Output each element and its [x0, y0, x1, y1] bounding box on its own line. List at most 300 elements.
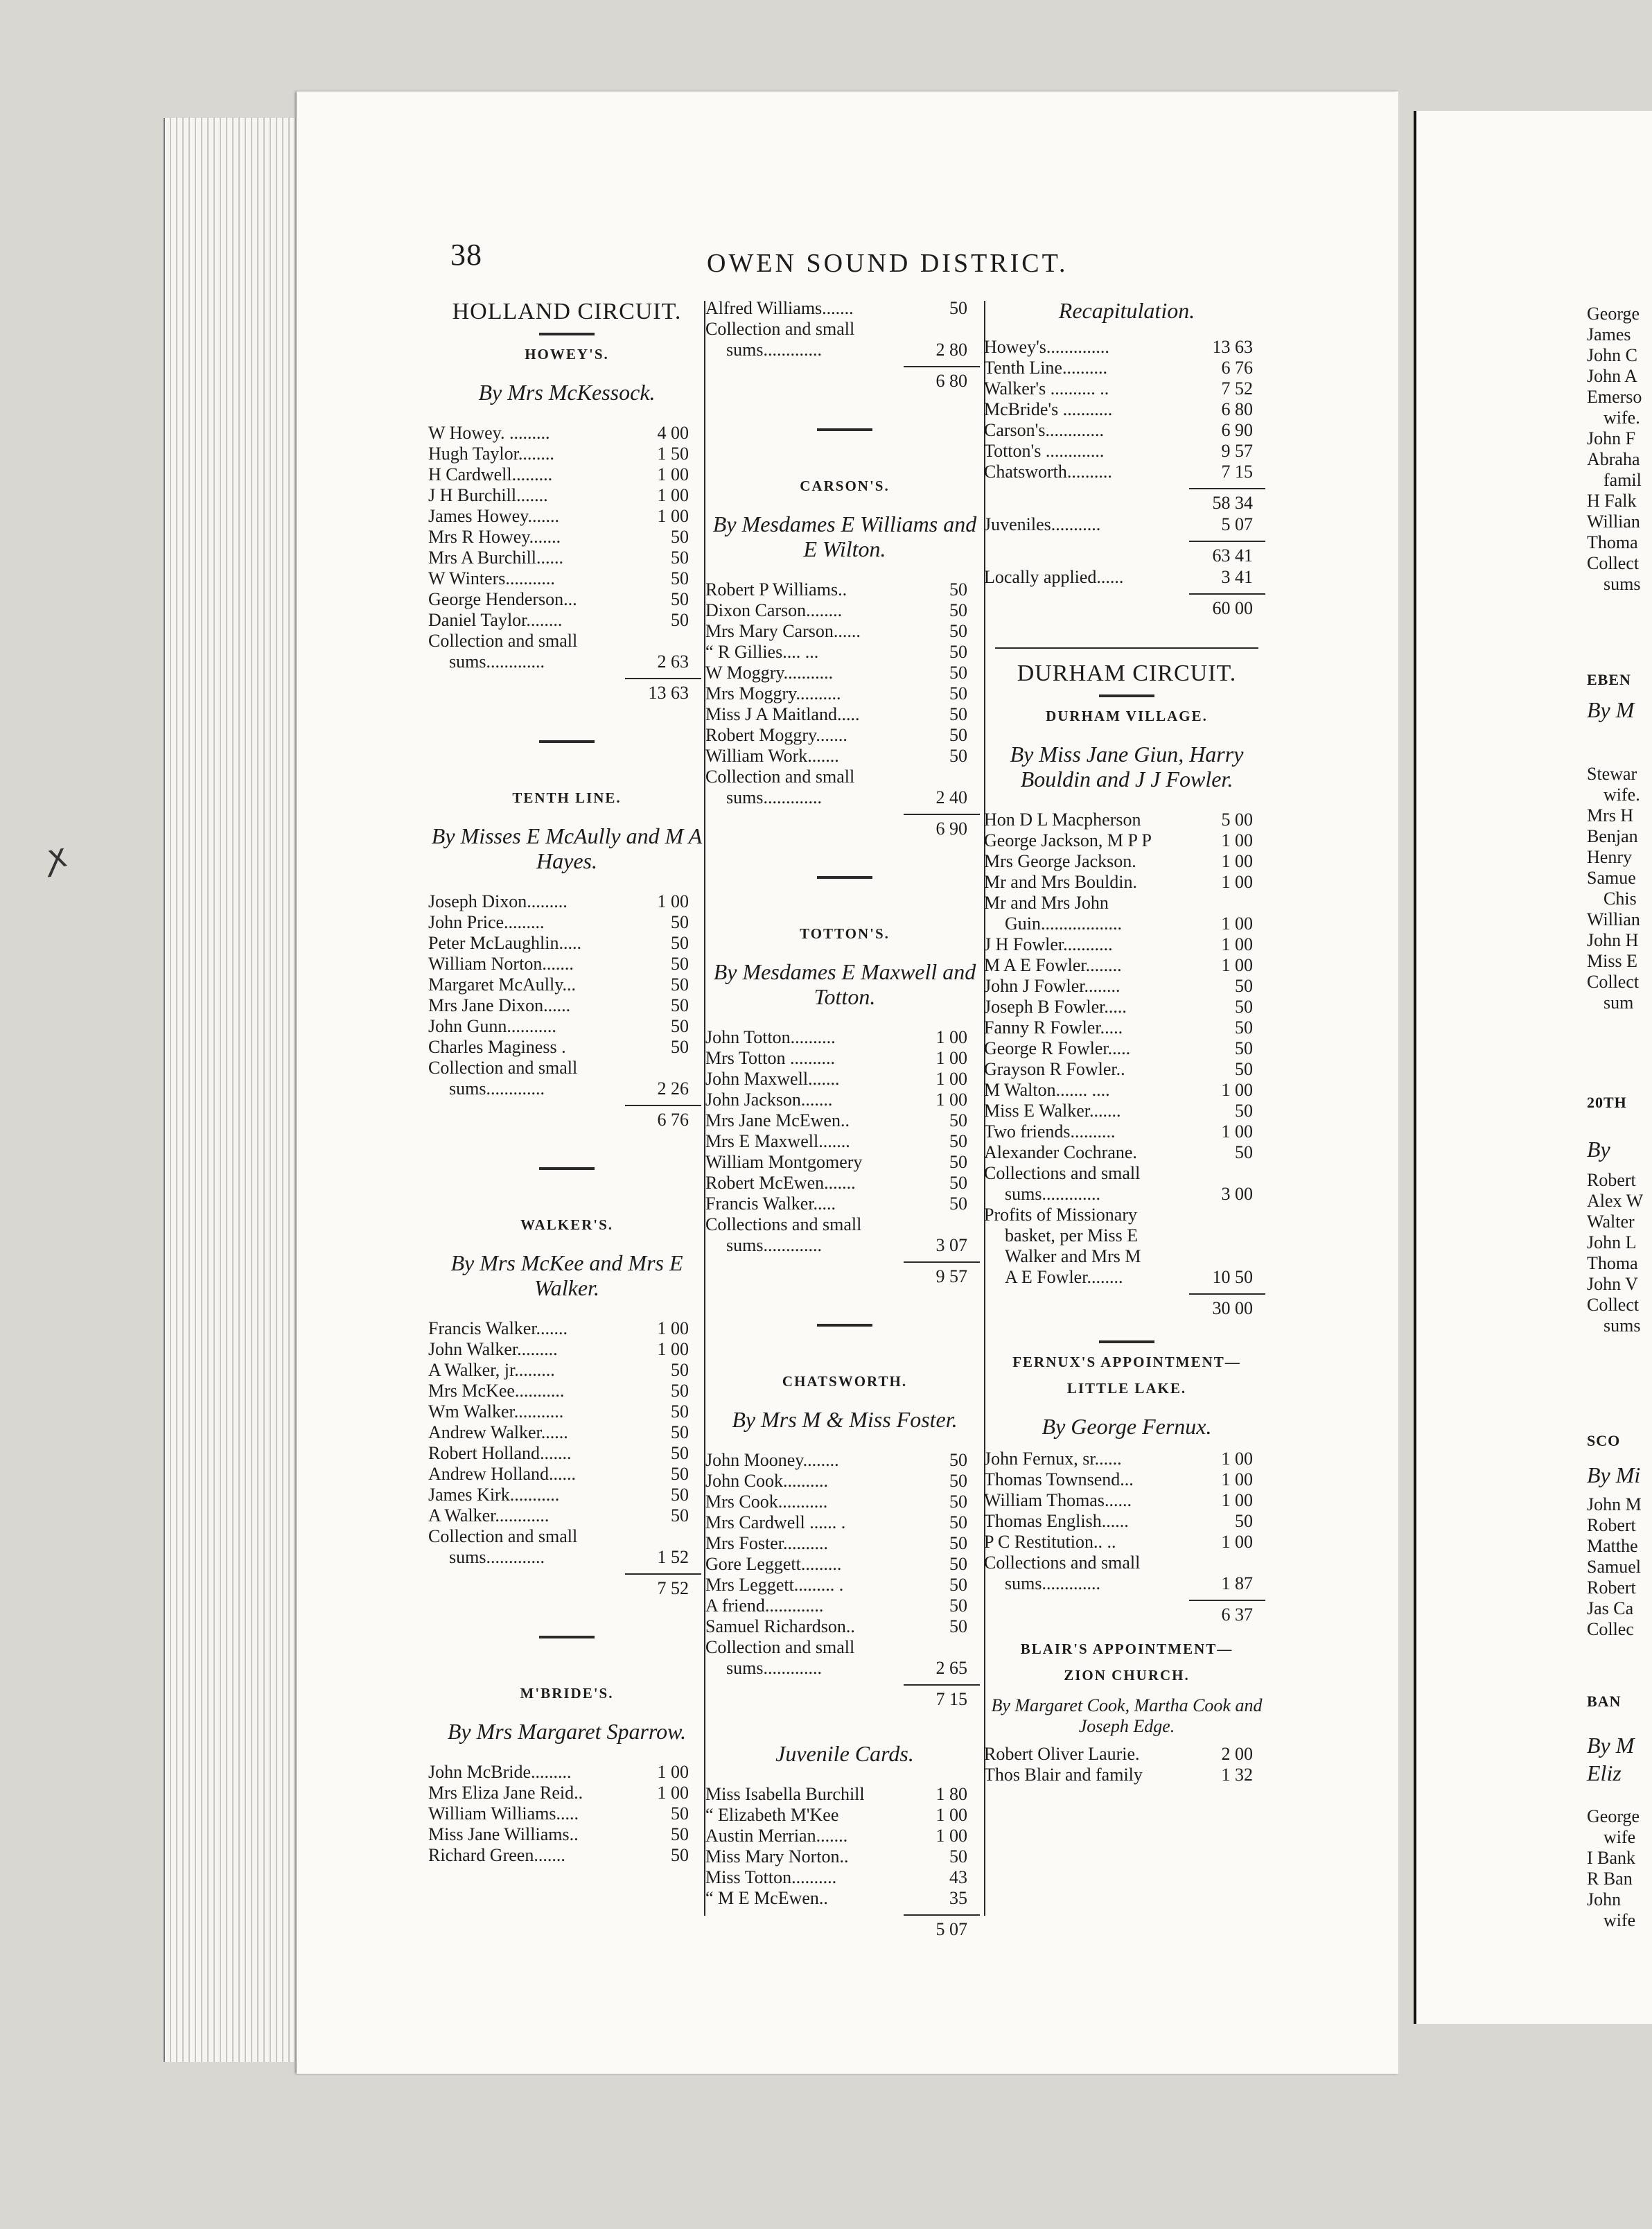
- facing-page-text: sum: [1603, 993, 1634, 1013]
- entry-amount: 3 07: [935, 1235, 967, 1255]
- entry-name: Mrs Cardwell ...... .: [705, 1512, 846, 1532]
- entry-amount: 50: [949, 1194, 967, 1214]
- entry-amount: 50: [949, 1596, 967, 1616]
- section-heading: HOWEY'S.: [525, 346, 609, 362]
- donor-entry: [705, 1867, 984, 1888]
- section-collectors: By Mrs McKessock.: [478, 380, 656, 405]
- entry-name: A Walker............: [428, 1505, 550, 1526]
- donor-entry: [984, 851, 1269, 872]
- facing-page-text: Collect: [1587, 972, 1640, 992]
- donor-entry: [428, 1360, 705, 1381]
- donor-entry: [705, 663, 984, 683]
- spacer: [705, 1335, 984, 1365]
- profits-amount-line: [984, 1267, 1269, 1288]
- entry-name: A friend.............: [705, 1596, 824, 1616]
- spacer: [705, 439, 984, 470]
- middle-sections: [705, 392, 984, 1941]
- section-total: 6 80: [935, 371, 967, 391]
- entry-amount: 1 00: [1221, 1080, 1253, 1100]
- collection-line: Collection and small: [428, 631, 578, 651]
- donor-entry: [705, 1090, 984, 1110]
- entry-name: Locally applied......: [984, 567, 1124, 587]
- donor-entry: [705, 1575, 984, 1596]
- facing-page-text: Samue: [1587, 868, 1636, 888]
- entry-amount: 1 00: [1221, 914, 1253, 934]
- entry-amount: 1 00: [1221, 1490, 1253, 1510]
- entry-name: “ Elizabeth M'Kee: [705, 1805, 839, 1825]
- entry-amount: 50: [949, 1152, 967, 1172]
- entry-name: Thomas English......: [984, 1511, 1129, 1531]
- entry-amount: 50: [671, 1803, 689, 1824]
- donor-entry: [984, 934, 1269, 955]
- collection-amount-line: [705, 340, 984, 360]
- divider: [817, 1324, 872, 1327]
- entry-amount: 1 00: [657, 464, 689, 484]
- entry-name: Margaret McAully...: [428, 974, 577, 995]
- donor-entry: [705, 621, 984, 642]
- entry-amount: 1 87: [1221, 1573, 1253, 1593]
- donor-entry: [984, 378, 1269, 399]
- entry-name: John Fernux, sr......: [984, 1449, 1122, 1469]
- entry-amount: 5 07: [1221, 514, 1253, 534]
- durham-village-total: 30 00: [1212, 1298, 1253, 1318]
- entry-amount: 3 00: [1221, 1184, 1253, 1204]
- divider: [1189, 1600, 1265, 1601]
- entry-name: Miss Totton..........: [705, 1867, 837, 1887]
- donor-entry: [428, 506, 705, 527]
- donor-entry: [428, 1485, 705, 1505]
- donor-entry: [428, 995, 705, 1016]
- section-entries: [705, 1027, 984, 1214]
- entry-amount: 2 26: [657, 1078, 689, 1099]
- donor-entry: [428, 464, 705, 485]
- section-total: 7 52: [657, 1578, 689, 1598]
- entry-amount: 1 00: [1221, 955, 1253, 975]
- book-page-edges: [164, 118, 297, 2062]
- recapitulation-title: Recapitulation.: [1058, 298, 1195, 323]
- column-middle: [705, 298, 984, 1941]
- section-entries: [428, 1318, 705, 1526]
- entry-amount: 1 80: [935, 1784, 967, 1804]
- entry-name: Joseph Dixon.........: [428, 891, 568, 911]
- facing-page-text: BAN: [1587, 1693, 1622, 1710]
- entry-name: John J Fowler........: [984, 976, 1121, 996]
- donor-entry: [428, 1464, 705, 1485]
- facing-page-text: wife: [1603, 1910, 1636, 1930]
- entry-amount: 50: [949, 1554, 967, 1574]
- recap-locally-applied: [984, 567, 1269, 588]
- entry-amount: 1 00: [657, 1762, 689, 1782]
- divider: [625, 1105, 701, 1106]
- divider: [817, 428, 872, 431]
- durham-village-collectors: By Miss Jane Giun, Harry Bouldin and J J Fowler.: [1010, 742, 1244, 792]
- running-head: OWEN SOUND DISTRICT.: [707, 249, 1069, 278]
- entry-amount: 50: [1235, 1038, 1253, 1058]
- facing-page-text: John: [1587, 1889, 1622, 1909]
- section-collectors: By Mesdames E Williams and E Wilton.: [712, 512, 977, 561]
- divider: [904, 1261, 980, 1263]
- entry-amount: 50: [949, 1492, 967, 1512]
- donor-entry: [428, 1318, 705, 1339]
- scan-margin-mark: ꭗ: [45, 837, 69, 877]
- collection-line: Collection and small: [705, 319, 855, 339]
- holland-sections: [428, 344, 705, 1866]
- entry-amount: 50: [949, 1471, 967, 1491]
- guin-amount-line: [984, 914, 1269, 934]
- entry-name: Dixon Carson........: [705, 600, 843, 620]
- donor-entry: [428, 1803, 705, 1824]
- entry-name: Miss E Walker.......: [984, 1101, 1121, 1121]
- entry-amount: 50: [671, 1016, 689, 1036]
- collection-line: Collection and small: [705, 767, 855, 787]
- entry-name: sums.............: [726, 340, 822, 360]
- entry-name: P C Restitution.. ..: [984, 1532, 1116, 1552]
- facing-page-text: Robert: [1587, 1170, 1636, 1190]
- divider: [995, 647, 1258, 649]
- divider: [904, 1684, 980, 1686]
- facing-page-text: By Mi: [1587, 1462, 1641, 1487]
- entry-amount: 50: [1235, 1059, 1253, 1079]
- entry-amount: 50: [671, 1505, 689, 1526]
- donor-entry: [984, 399, 1269, 420]
- entry-name: Peter McLaughlin.....: [428, 933, 581, 953]
- entry-name: Totton's .............: [984, 441, 1105, 461]
- facing-page-text: Willian: [1587, 909, 1640, 929]
- entry-name: M Walton....... ....: [984, 1080, 1110, 1100]
- entry-name: Miss Isabella Burchill: [705, 1784, 865, 1804]
- entry-amount: 50: [1235, 1017, 1253, 1038]
- facing-page-text: Eliz: [1587, 1760, 1622, 1785]
- spacer: [428, 751, 705, 782]
- entry-name: George Henderson...: [428, 589, 577, 609]
- entry-amount: 1 00: [935, 1090, 967, 1110]
- column-right: [984, 298, 1269, 1785]
- collection-line: Collection and small: [428, 1526, 578, 1546]
- entry-amount: 13 63: [1212, 337, 1253, 357]
- section-heading: M'BRIDE'S.: [520, 1685, 614, 1702]
- entry-amount: 1 50: [657, 444, 689, 464]
- section-total: 13 63: [648, 683, 689, 703]
- entry-amount: 50: [949, 725, 967, 745]
- donor-entry: [705, 1069, 984, 1090]
- profits-line-1: Profits of Missionary: [984, 1205, 1137, 1225]
- donor-entry: [984, 1765, 1269, 1785]
- donor-entry: [705, 1554, 984, 1575]
- entry-name: Mrs McKee...........: [428, 1381, 565, 1401]
- entry-amount: 1 00: [935, 1826, 967, 1846]
- entry-name: Mrs Jane Dixon......: [428, 995, 571, 1015]
- donor-entry: [705, 1826, 984, 1846]
- donor-entry: [705, 1027, 984, 1048]
- entry-amount: 1 00: [935, 1805, 967, 1825]
- donor-entry: [428, 1016, 705, 1037]
- entry-amount: 50: [949, 1450, 967, 1470]
- collection-line: Collection and small: [705, 1637, 855, 1657]
- entry-name: J H Burchill.......: [428, 485, 548, 505]
- entry-amount: 50: [1235, 1511, 1253, 1531]
- donor-entry: [984, 1017, 1269, 1038]
- entry-name: William Montgomery: [705, 1152, 863, 1172]
- entry-name: James Howey.......: [428, 506, 559, 526]
- donor-entry: [705, 1805, 984, 1826]
- entry-name: W Howey. .........: [428, 423, 550, 443]
- blair-heading: BLAIR'S APPOINTMENT—: [1020, 1641, 1233, 1657]
- mcbride-continued: [705, 298, 984, 392]
- collection-amount-line: [705, 1658, 984, 1679]
- entry-amount: 1 00: [1221, 1469, 1253, 1489]
- entry-amount: 50: [949, 579, 967, 600]
- facing-page-text: John M: [1587, 1494, 1642, 1514]
- entry-amount: 50: [949, 621, 967, 641]
- entry-name: Wm Walker...........: [428, 1401, 564, 1422]
- entry-name: “ R Gillies.... ...: [705, 642, 819, 662]
- entry-name: Miss J A Maitland.....: [705, 704, 860, 724]
- facing-page-text: George: [1587, 1806, 1640, 1826]
- entry-amount: 2 65: [935, 1658, 967, 1678]
- entry-amount: 1 00: [657, 1783, 689, 1803]
- section-entries: [705, 1450, 984, 1637]
- entry-amount: 50: [1235, 1142, 1253, 1162]
- facing-page-text: Stewar: [1587, 764, 1637, 784]
- entry-amount: 1 00: [935, 1069, 967, 1089]
- section-collectors: By Mrs Margaret Sparrow.: [447, 1719, 687, 1744]
- facing-page-text: Collec: [1587, 1619, 1634, 1639]
- facing-page-text: Benjan: [1587, 826, 1638, 846]
- collection-amount-line: [428, 1547, 705, 1568]
- entry-name: Howey's..............: [984, 337, 1109, 357]
- entry-name: Gore Leggett.........: [705, 1554, 842, 1574]
- facing-page-text: Mrs H: [1587, 805, 1634, 825]
- fernux-total: 6 37: [1221, 1605, 1253, 1625]
- facing-page-text: John A: [1587, 366, 1637, 386]
- entry-name: sums.............: [1005, 1573, 1100, 1593]
- collection-amount-line: [984, 1573, 1269, 1594]
- entry-name: Mrs E Maxwell.......: [705, 1131, 850, 1151]
- spacer: [705, 1288, 984, 1318]
- entry-amount: 50: [671, 527, 689, 547]
- entry-name: John McBride.........: [428, 1762, 572, 1782]
- facing-page-text: Thoma: [1587, 1253, 1638, 1273]
- section-heading: CARSON'S.: [800, 478, 890, 494]
- entry-name: Francis Walker.......: [428, 1318, 568, 1338]
- donor-entry: [705, 704, 984, 725]
- recap-subtotal: 58 34: [1212, 493, 1253, 513]
- donor-entry: [705, 1846, 984, 1867]
- entry-amount: 50: [949, 1616, 967, 1636]
- entry-name: Mrs Jane McEwen..: [705, 1110, 850, 1130]
- entry-amount: 3 41: [1221, 567, 1253, 587]
- entry-name: sums.............: [449, 1078, 545, 1099]
- section-entries: [705, 579, 984, 767]
- donor-entry: [984, 872, 1269, 893]
- facing-page-text: Emerso: [1587, 387, 1642, 407]
- facing-page-text: Henry: [1587, 847, 1632, 867]
- facing-page-text: John F: [1587, 428, 1636, 448]
- donor-entry: [705, 1596, 984, 1616]
- entry-name: Robert Oliver Laurie.: [984, 1744, 1140, 1764]
- entry-amount: 9 57: [1221, 441, 1253, 461]
- section-entries: [705, 1784, 984, 1909]
- entry-name: James Kirk...........: [428, 1485, 560, 1505]
- entry-name: sums.............: [726, 1658, 822, 1678]
- facing-page-text: R Ban: [1587, 1869, 1633, 1889]
- section-collectors: By Mesdames E Maxwell and Totton.: [713, 959, 976, 1009]
- entry-name: Robert Moggry.......: [705, 725, 847, 745]
- entry-name: Fanny R Fowler.....: [984, 1017, 1123, 1038]
- section-total: 9 57: [935, 1266, 967, 1286]
- donor-entry: [428, 1401, 705, 1422]
- donor-entry: [705, 683, 984, 704]
- donor-entry: [428, 974, 705, 995]
- entry-amount: 50: [671, 548, 689, 568]
- entry-amount: 50: [671, 1037, 689, 1057]
- facing-page-text: H Falk: [1587, 491, 1637, 511]
- facing-page-text: John V: [1587, 1274, 1638, 1294]
- entry-amount: 50: [671, 1824, 689, 1844]
- entry-amount: 50: [671, 1464, 689, 1484]
- entry-name: Mrs Moggry..........: [705, 683, 841, 703]
- collection-amount-line: [705, 1235, 984, 1256]
- entry-name: “ M E McEwen..: [705, 1888, 828, 1908]
- entry-amount: 1 00: [1221, 1449, 1253, 1469]
- collection-amount-line: [984, 1184, 1269, 1205]
- facing-page-text: Robert: [1587, 1577, 1636, 1598]
- spacer: [428, 1178, 705, 1209]
- entry-amount: 50: [949, 746, 967, 766]
- entry-name: John Jackson.......: [705, 1090, 833, 1110]
- entry-name: William Williams.....: [428, 1803, 579, 1824]
- section-total: 5 07: [935, 1919, 967, 1939]
- spacer: [705, 392, 984, 423]
- entry-amount: 50: [671, 1381, 689, 1401]
- facing-page-text: John L: [1587, 1232, 1637, 1252]
- facing-page-text: Collect: [1587, 553, 1640, 573]
- entry-name: Tenth Line..........: [984, 358, 1107, 378]
- collection-line: Collections and small: [984, 1553, 1141, 1573]
- durham-village-entries: [984, 810, 1269, 893]
- entry-amount: 43: [949, 1867, 967, 1887]
- entry-name: Joseph B Fowler.....: [984, 997, 1127, 1017]
- donor-entry: [705, 1173, 984, 1194]
- donor-entry: [984, 976, 1269, 997]
- entry-name: John Mooney........: [705, 1450, 839, 1470]
- donor-entry: [428, 1783, 705, 1803]
- entry-amount: 50: [671, 1845, 689, 1865]
- blair-subheading: ZION CHURCH.: [1064, 1667, 1190, 1684]
- donor-entry: [428, 568, 705, 589]
- donor-entry: [428, 1762, 705, 1783]
- entry-amount: 4 00: [657, 423, 689, 443]
- entry-amount: 50: [1235, 976, 1253, 996]
- entry-name: Francis Walker.....: [705, 1194, 836, 1214]
- section-heading: Juvenile Cards.: [775, 1741, 914, 1766]
- divider: [539, 740, 595, 743]
- entry-name: Robert McEwen.......: [705, 1173, 856, 1193]
- donor-entry: [984, 358, 1269, 378]
- entry-amount: 1 00: [1221, 1121, 1253, 1142]
- fernux-collector: By George Fernux.: [1042, 1414, 1212, 1439]
- profits-line-2: basket, per Miss E: [1005, 1225, 1139, 1245]
- entry-name: Miss Mary Norton..: [705, 1846, 849, 1867]
- divider: [904, 1914, 980, 1916]
- entry-amount: 1 00: [657, 485, 689, 505]
- facing-page-text: I Bank: [1587, 1848, 1636, 1868]
- entry-name: Daniel Taylor........: [428, 610, 563, 630]
- entry-amount: 1 00: [1221, 851, 1253, 871]
- entry-name: John Walker.........: [428, 1339, 558, 1359]
- entry-amount: 50: [671, 974, 689, 995]
- blair-collectors: By Margaret Cook, Martha Cook and Joseph Edge.: [991, 1695, 1263, 1736]
- donor-entry: [984, 955, 1269, 976]
- section-collectors: By Mrs McKee and Mrs E Walker.: [450, 1250, 683, 1300]
- donor-entry: [705, 298, 984, 319]
- entry-name: Richard Green.......: [428, 1845, 565, 1865]
- section-total: 6 90: [935, 819, 967, 839]
- donor-entry: [984, 830, 1269, 851]
- entry-name: Miss Jane Williams..: [428, 1824, 579, 1844]
- entry-name: Mrs A Burchill......: [428, 548, 564, 568]
- donor-entry: [705, 1152, 984, 1173]
- entry-amount: 1 00: [1221, 830, 1253, 850]
- circuit-title: HOLLAND CIRCUIT.: [452, 299, 682, 324]
- entry-name: Two friends..........: [984, 1121, 1116, 1142]
- facing-page-text: Jas Ca: [1587, 1598, 1634, 1618]
- entry-name: W Winters...........: [428, 568, 555, 588]
- donor-entry: [705, 1533, 984, 1554]
- entry-name: Andrew Walker......: [428, 1422, 568, 1442]
- entry-name: William Norton.......: [428, 954, 574, 974]
- entry-amount: 50: [949, 600, 967, 620]
- spacer: [428, 1600, 705, 1630]
- entry-name: Mrs George Jackson.: [984, 851, 1136, 871]
- entry-amount: 2 40: [935, 787, 967, 807]
- collection-line: Collections and small: [984, 1163, 1141, 1183]
- entry-amount: 5 00: [1221, 810, 1253, 830]
- donor-entry: [705, 1110, 984, 1131]
- collection-amount-line: [428, 1078, 705, 1099]
- entry-amount: 1 00: [1221, 872, 1253, 892]
- entry-amount: 1 52: [657, 1547, 689, 1567]
- facing-page-text: Thoma: [1587, 532, 1638, 552]
- donor-entry: [705, 725, 984, 746]
- donor-entry: [705, 1048, 984, 1069]
- donor-entry: [984, 462, 1269, 482]
- donor-entry: [984, 1449, 1269, 1469]
- entry-name: John Maxwell.......: [705, 1069, 840, 1089]
- entry-name: Austin Merrian.......: [705, 1826, 848, 1846]
- spacer: [705, 1711, 984, 1741]
- entry-name: Mrs Eliza Jane Reid..: [428, 1783, 583, 1803]
- entry-amount: 1 00: [935, 1048, 967, 1068]
- donor-entry: [705, 1450, 984, 1471]
- section-entries: [428, 891, 705, 1058]
- facing-page-text: Collect: [1587, 1295, 1640, 1315]
- recapitulation-entries: [984, 337, 1269, 482]
- entry-name: William Thomas......: [984, 1490, 1132, 1510]
- entry-name: sums.............: [449, 652, 545, 672]
- entry-amount: 50: [1235, 1101, 1253, 1121]
- entry-name: Carson's.............: [984, 420, 1104, 440]
- entry-amount: 1 00: [657, 891, 689, 911]
- entry-name: John Cook..........: [705, 1471, 828, 1491]
- divider: [1099, 694, 1154, 697]
- divider: [1189, 593, 1265, 595]
- donor-entry: [428, 954, 705, 974]
- donor-entry: [428, 1505, 705, 1526]
- donor-entry: [705, 1512, 984, 1533]
- facing-page-text: By M: [1587, 697, 1635, 722]
- entry-amount: 50: [671, 995, 689, 1015]
